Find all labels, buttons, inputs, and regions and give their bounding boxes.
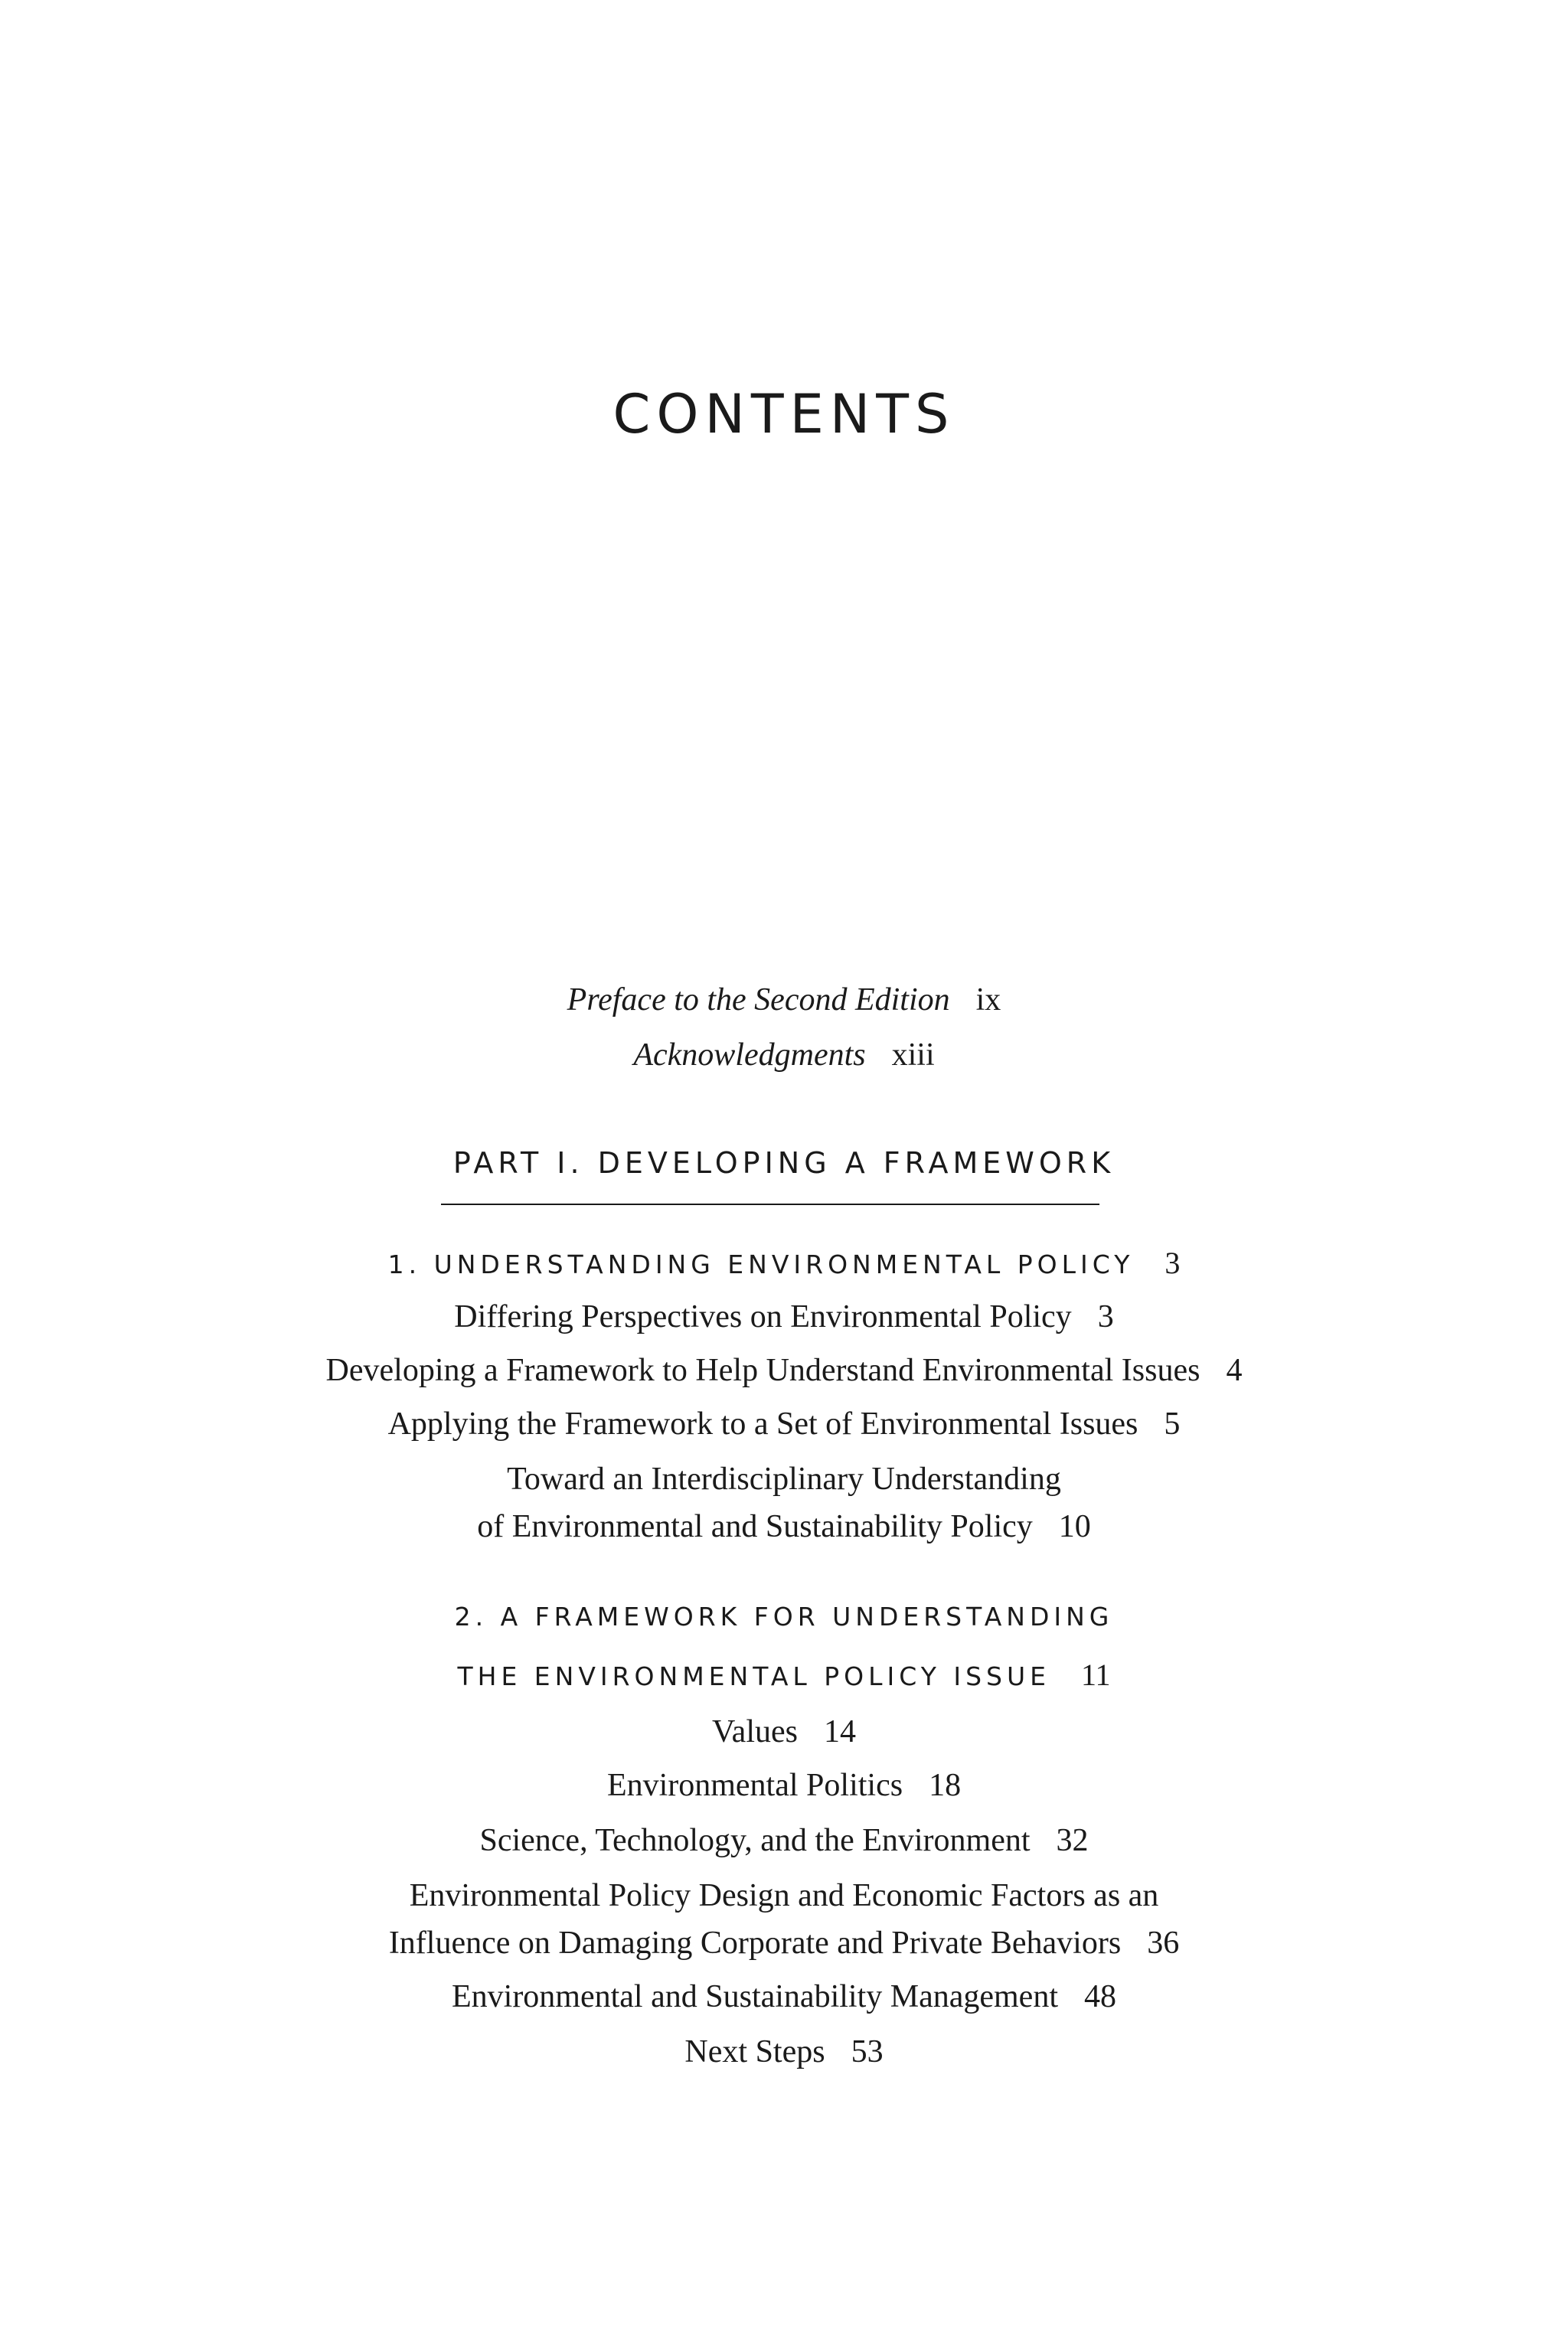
toc-section-entry[interactable] — [0, 1298, 1568, 1335]
toc-section-label: of Environmental and Sustainability Policy — [477, 1509, 1033, 1544]
toc-section-label: Values — [712, 1714, 798, 1749]
toc-section-entry[interactable] — [0, 1713, 1568, 1750]
chapter-2-heading-line1[interactable] — [0, 1602, 1568, 1632]
toc-entry-page: ix — [975, 982, 1001, 1018]
toc-section-label: Toward an Interdisciplinary Understanding — [507, 1462, 1061, 1497]
toc-section-page: 4 — [1226, 1353, 1243, 1388]
toc-section-label: Differing Perspectives on Environmental Policy — [454, 1299, 1072, 1334]
toc-section-label: Environmental Policy Design and Economic Factors as an — [409, 1878, 1159, 1913]
part-heading: PART I. DEVELOPING A FRAMEWORK — [452, 1146, 1116, 1180]
toc-section-page: 36 — [1147, 1926, 1180, 1961]
toc-section-entry[interactable] — [0, 1822, 1568, 1859]
toc-section-page: 32 — [1056, 1823, 1089, 1858]
toc-section-page: 18 — [929, 1768, 962, 1803]
toc-section-label: Environmental Politics — [606, 1768, 903, 1803]
toc-section-label: Applying the Framework to a Set of Environmental Issues — [387, 1406, 1138, 1442]
chapter-page: 3 — [1165, 1246, 1181, 1280]
chapter-page: 11 — [1081, 1658, 1111, 1692]
toc-section-label: Science, Technology, and the Environment — [479, 1823, 1031, 1858]
toc-entry-preface[interactable] — [0, 982, 1568, 1018]
toc-section-page: 3 — [1097, 1299, 1114, 1334]
chapter-2-heading-line2[interactable] — [0, 1657, 1568, 1693]
toc-section-entry-line1[interactable] — [0, 1461, 1568, 1498]
toc-section-page: 48 — [1084, 1979, 1116, 2014]
toc-section-entry-line2[interactable] — [0, 1925, 1568, 1962]
toc-section-entry[interactable] — [0, 1978, 1568, 2015]
toc-entry-label: Preface to the Second Edition — [567, 982, 950, 1018]
toc-section-label: Influence on Damaging Corporate and Private Behaviors — [388, 1926, 1122, 1961]
toc-entry-label: Acknowledgments — [633, 1037, 866, 1073]
chapter-title: THE ENVIRONMENTAL POLICY ISSUE — [457, 1661, 1051, 1691]
page-title: CONTENTS — [612, 383, 956, 446]
chapter-title: 1. UNDERSTANDING ENVIRONMENTAL POLICY — [387, 1250, 1135, 1279]
toc-section-entry[interactable] — [0, 1767, 1568, 1804]
chapter-title: 2. A FRAMEWORK FOR UNDERSTANDING — [454, 1602, 1114, 1632]
toc-section-entry[interactable] — [0, 2034, 1568, 2070]
toc-section-entry-line2[interactable] — [0, 1508, 1568, 1545]
part-heading-rule — [441, 1204, 1099, 1205]
toc-section-label: Developing a Framework to Help Understand Environmental Issues — [325, 1353, 1200, 1388]
toc-section-label: Environmental and Sustainability Management — [452, 1979, 1058, 2014]
toc-section-entry[interactable] — [0, 1406, 1568, 1442]
toc-section-page: 53 — [851, 2034, 884, 2069]
toc-section-entry[interactable] — [0, 1352, 1568, 1389]
toc-section-page: 14 — [823, 1714, 856, 1749]
toc-section-page: 5 — [1164, 1406, 1181, 1442]
toc-entry-page: xiii — [891, 1037, 935, 1073]
chapter-1-heading[interactable] — [0, 1245, 1568, 1281]
toc-section-page: 10 — [1058, 1509, 1091, 1544]
toc-entry-acknowledgments[interactable] — [0, 1037, 1568, 1073]
toc-section-entry-line1[interactable] — [0, 1877, 1568, 1914]
toc-section-label: Next Steps — [684, 2034, 825, 2069]
